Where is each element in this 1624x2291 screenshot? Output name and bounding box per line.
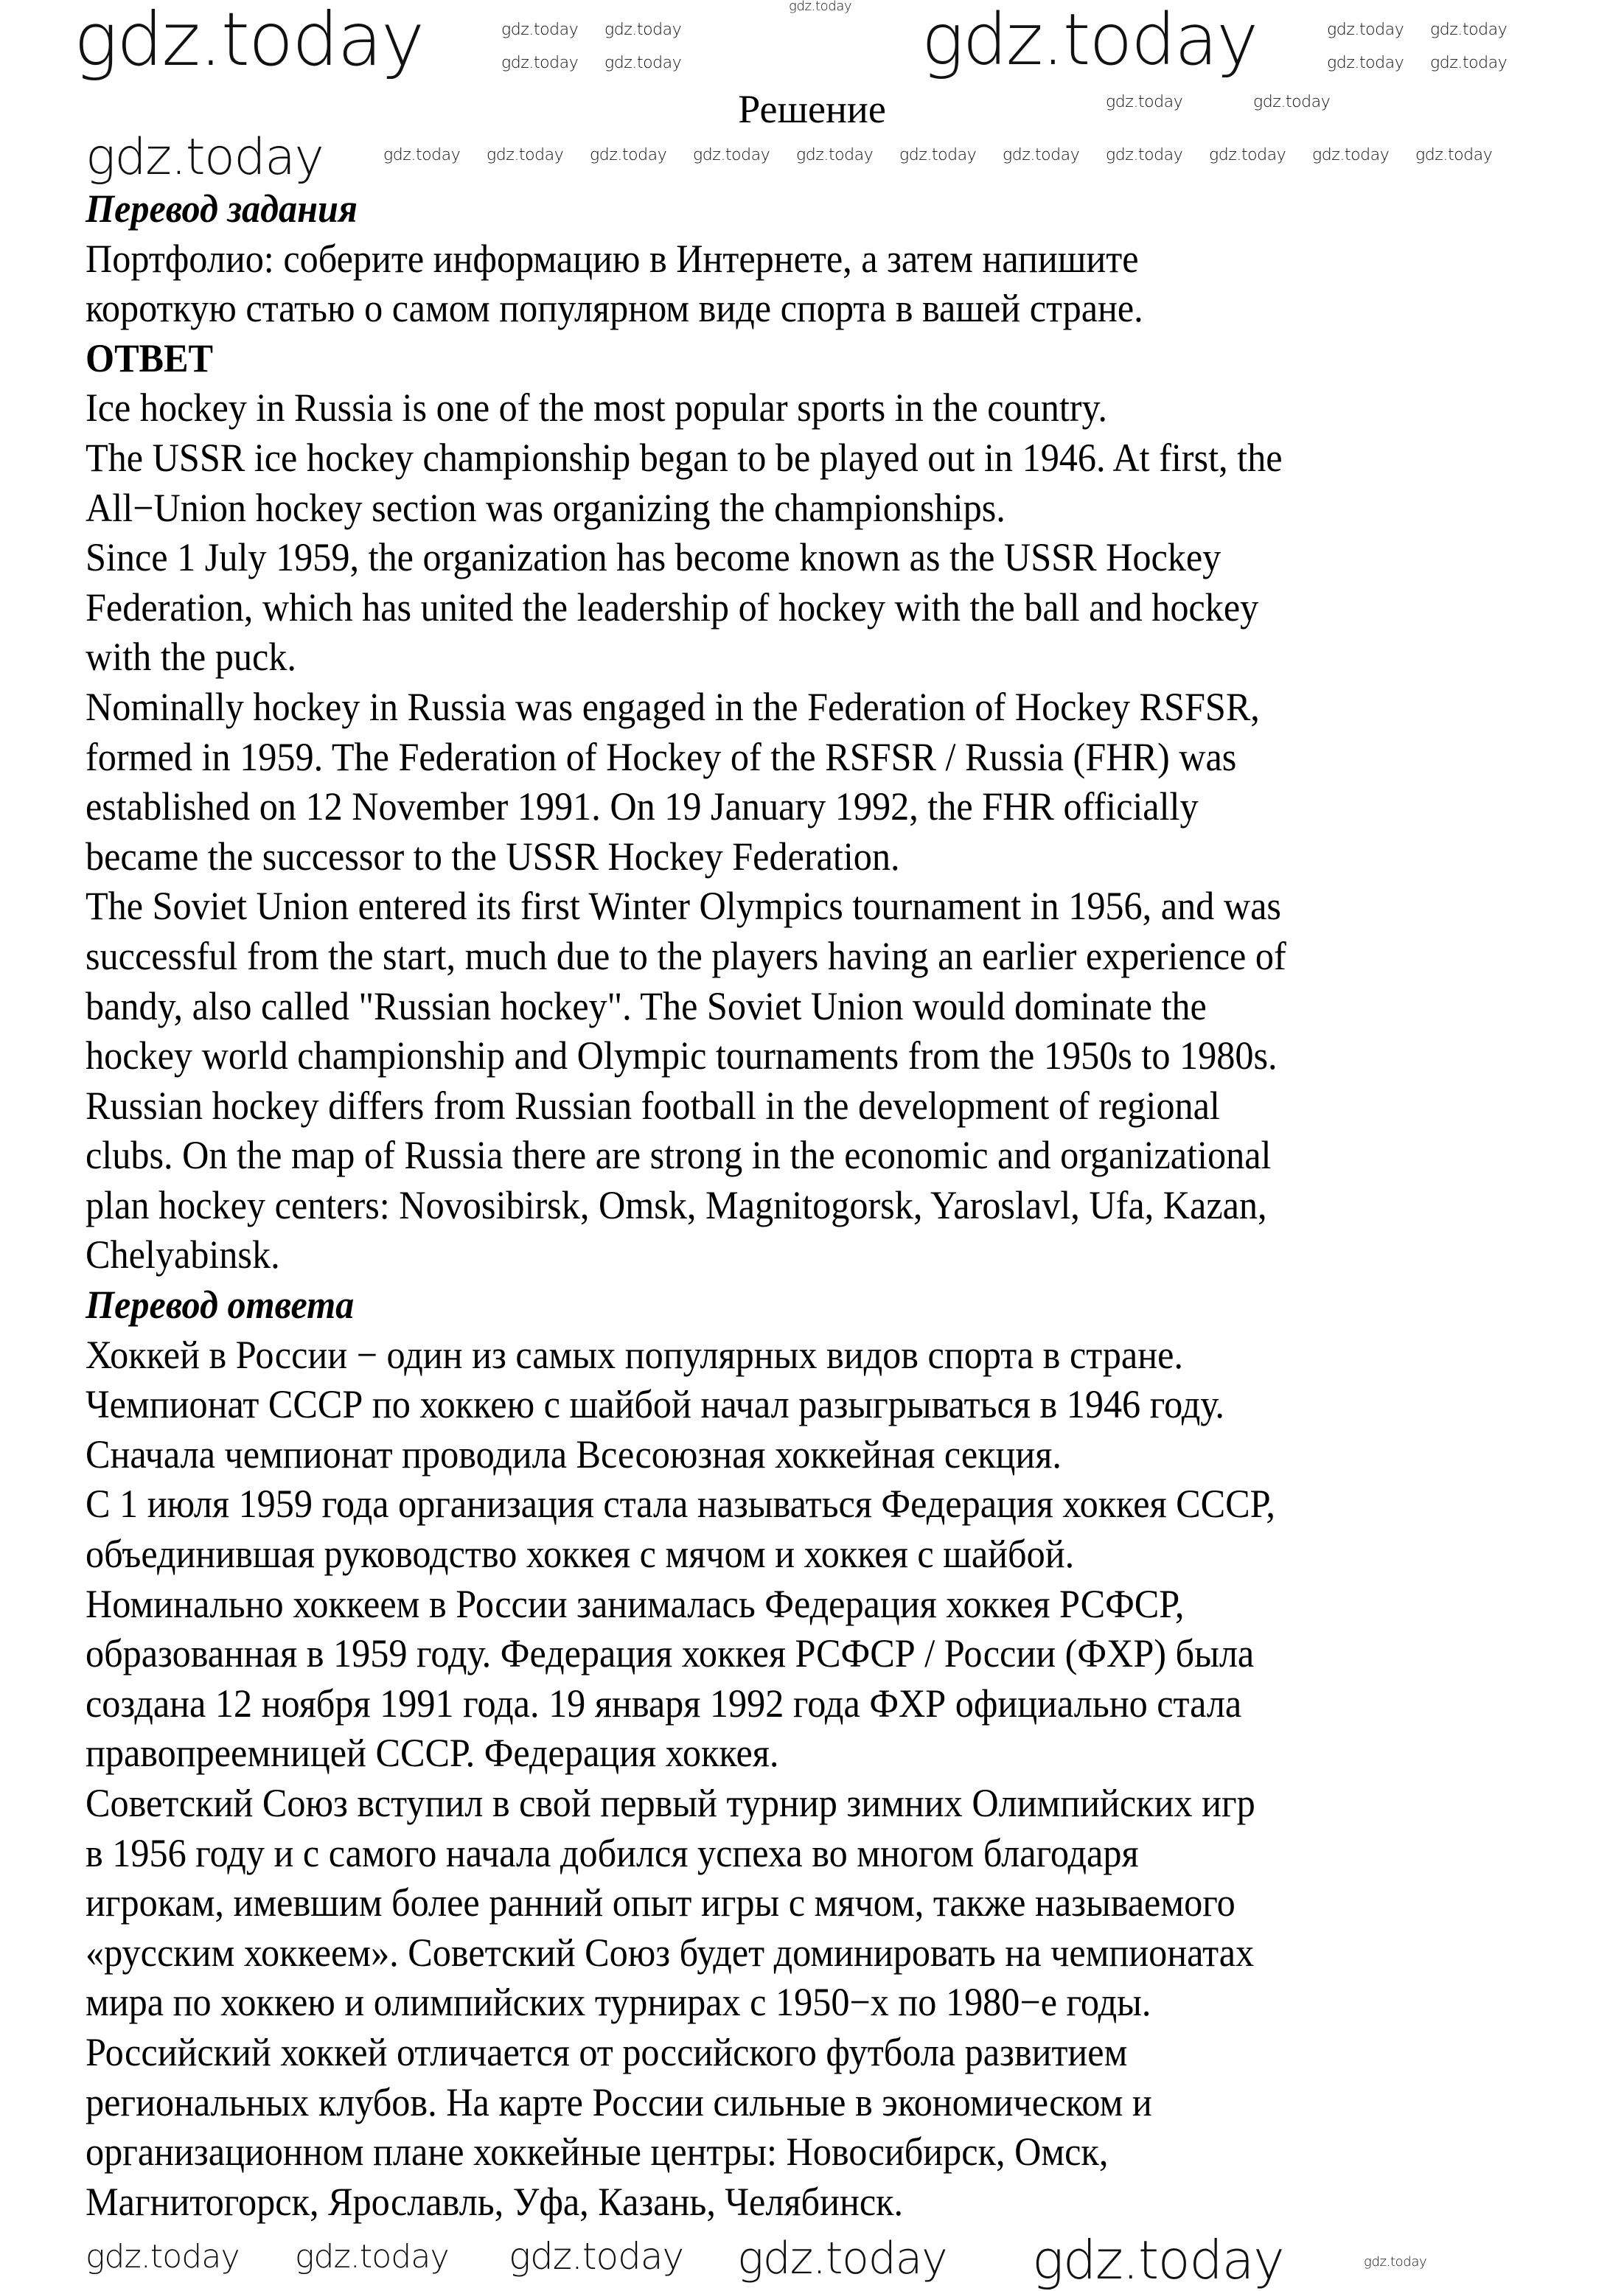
text-line: объединившая руководство хоккея с мячом и хоккея с шайбой.	[86, 1532, 1075, 1577]
text-line: successful from the start, much due to the players having an earlier experience of	[86, 933, 1286, 978]
text-line: короткую статью о самом популярном виде спорта в вашей стране.	[86, 286, 1143, 331]
text-line: hockey world championship and Olympic tournaments from the 1950s to 1980s.	[86, 1033, 1278, 1078]
text-line: Russian hockey differs from Russian football in the development of regional	[86, 1083, 1220, 1128]
section-heading: Перевод задания	[86, 186, 358, 231]
watermark: gdz.today	[1312, 146, 1390, 164]
text-line: The USSR ice hockey championship began to be played out in 1946. At first, the	[86, 435, 1283, 480]
text-line: Nominally hockey in Russia was engaged in the Federation of Hockey RSFSR,	[86, 684, 1260, 729]
text-line: Хоккей в России − один из самых популярных видов спорта в стране.	[86, 1332, 1183, 1377]
watermark: gdz.today	[295, 2238, 449, 2276]
text-line: Ice hockey in Russia is one of the most popular sports in the country.	[86, 386, 1107, 430]
text-line: plan hockey centers: Novosibirsk, Omsk, Magnitogorsk, Yaroslavl, Ufa, Kazan,	[86, 1182, 1267, 1227]
watermark: gdz.today	[899, 146, 977, 164]
watermark: gdz.today	[590, 146, 667, 164]
watermark: gdz.today	[501, 21, 579, 39]
text-line: С 1 июля 1959 года организация стала называться Федерация хоккея СССР,	[86, 1482, 1275, 1527]
text-line: All−Union hockey section was organizing the championships.	[86, 485, 1006, 530]
watermark: gdz.today	[1106, 146, 1183, 164]
watermark: gdz.today	[501, 54, 579, 72]
text-line: Российский хоккей отличается от российского футбола развитием	[86, 2029, 1128, 2074]
text-line: clubs. On the map of Russia there are strong in the economic and organizational	[86, 1133, 1272, 1178]
watermark: gdz.today	[604, 21, 682, 39]
watermark: gdz.today	[1430, 54, 1508, 72]
answer-heading: ОТВЕТ	[86, 335, 214, 380]
watermark: gdz.today	[789, 0, 852, 14]
watermark: gdz.today	[1253, 93, 1331, 111]
watermark: gdz.today	[1003, 146, 1080, 164]
text-line: Магнитогорск, Ярославль, Уфа, Казань, Челябинск.	[86, 2179, 904, 2224]
watermark: gdz.today	[74, 0, 424, 83]
text-line: в 1956 году и с самого начала добился успеха во многом благодаря	[86, 1830, 1139, 1875]
watermark: gdz.today	[1415, 146, 1493, 164]
watermark: gdz.today	[509, 2235, 684, 2278]
watermark: gdz.today	[1327, 21, 1404, 39]
text-line: formed in 1959. The Federation of Hockey of the RSFSR / Russia (FHR) was	[86, 734, 1237, 779]
text-line: организационном плане хоккейные центры: Новосибирск, Омск,	[86, 2130, 1109, 2175]
watermark: gdz.today	[921, 0, 1258, 81]
text-line: bandy, also called "Russian hockey". The Soviet Union would dominate the	[86, 983, 1207, 1028]
watermark: gdz.today	[1106, 93, 1183, 111]
watermark: gdz.today	[1430, 21, 1508, 39]
text-line: «русским хоккеем». Советский Союз будет доминировать на чемпионатах	[86, 1930, 1255, 1975]
text-line: with the puck.	[86, 635, 296, 680]
text-line: Chelyabinsk.	[86, 1232, 280, 1277]
watermark: gdz.today	[1209, 146, 1286, 164]
watermark: gdz.today	[1327, 54, 1404, 72]
text-line: региональных клубов. На карте России сильные в экономическом и	[86, 2079, 1152, 2124]
text-line: игрокам, имевшим более ранний опыт игры с мячом, также называемого	[86, 1880, 1236, 1925]
watermark: gdz.today	[737, 2233, 947, 2284]
watermark: gdz.today	[487, 146, 564, 164]
watermark: gdz.today	[383, 146, 461, 164]
page-title: Решение	[738, 87, 886, 131]
watermark: gdz.today	[86, 2238, 240, 2276]
text-line: правопреемницей СССР. Федерация хоккея.	[86, 1731, 779, 1776]
text-line: established on 12 November 1991. On 19 January 1992, the FHR officially	[86, 784, 1199, 829]
watermark: gdz.today	[604, 54, 682, 72]
watermark: gdz.today	[1364, 2254, 1427, 2270]
watermark: gdz.today	[86, 128, 324, 186]
text-line: создана 12 ноября 1991 года. 19 января 1992 года ФХР официально стала	[86, 1681, 1242, 1726]
document-body	[86, 184, 1560, 2227]
text-line: Federation, which has united the leadership of hockey with the ball and hockey	[86, 585, 1259, 630]
section-heading: Перевод ответа	[86, 1283, 355, 1328]
watermark: gdz.today	[693, 146, 770, 164]
text-line: Портфолио: соберите информацию в Интернете, а затем напишите	[86, 236, 1139, 281]
text-line: мира по хоккею и олимпийских турнирах с 1950−х по 1980−е годы.	[86, 1980, 1151, 2025]
text-line: Since 1 July 1959, the organization has become known as the USSR Hockey	[86, 535, 1222, 580]
text-line: Номинально хоккеем в России занималась Федерация хоккея РСФСР,	[86, 1581, 1185, 1626]
watermark: gdz.today	[1032, 2229, 1284, 2291]
text-line: became the successor to the USSR Hockey Federation.	[86, 834, 900, 879]
text-line: The Soviet Union entered its first Winter Olympics tournament in 1956, and was	[86, 884, 1281, 929]
text-line: Чемпионат СССР по хоккею с шайбой начал разыгрываться в 1946 году.	[86, 1382, 1224, 1427]
text-line: образованная в 1959 году. Федерация хоккея РСФСР / России (ФХР) была	[86, 1631, 1255, 1676]
text-line: Сначала чемпионат проводила Всесоюзная хоккейная секция.	[86, 1432, 1062, 1476]
text-line: Советский Союз вступил в свой первый турнир зимних Олимпийских игр	[86, 1781, 1255, 1825]
watermark: gdz.today	[796, 146, 874, 164]
